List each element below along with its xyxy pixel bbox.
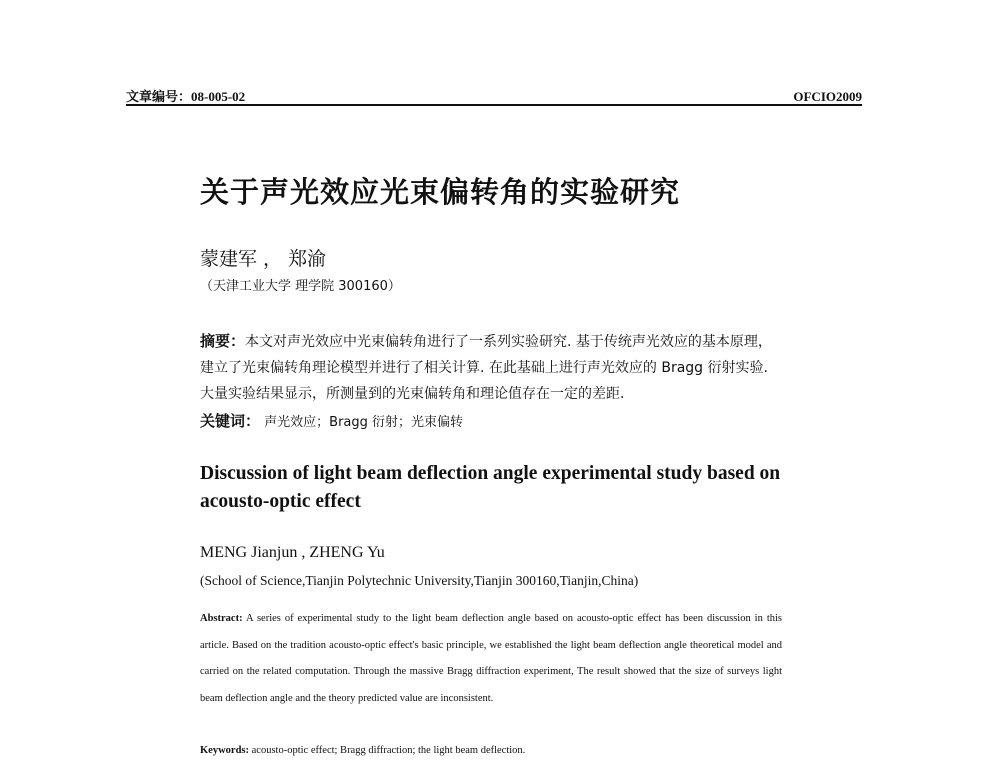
- chinese-keywords-label: 关键词：: [200, 412, 261, 430]
- english-keywords-label: Keywords:: [200, 745, 249, 756]
- english-keywords-text: acousto-optic effect; Bragg diffraction; the light beam deflection.: [249, 745, 526, 756]
- chinese-abstract: [200, 328, 778, 407]
- chinese-keywords: [200, 410, 778, 431]
- english-abstract-label: Abstract:: [200, 613, 243, 624]
- chinese-abstract-text: 本文对声光效应中光束偏转角进行了一系列实验研究. 基于传统声光效应的基本原理，建立了光束偏转角理论模型并进行了相关计算. 在此基础上进行声光效应的 Bragg 衍射实验. 大量实验结果显示，所测量到的光束偏转角和理论值存在一定的差距.: [200, 334, 772, 402]
- chinese-abstract-label: 摘要：: [200, 332, 246, 350]
- conference-code: OFCIO2009: [793, 89, 862, 104]
- page-header: [126, 86, 862, 105]
- header-divider: [126, 104, 862, 106]
- article-number-value: 08-005-02: [191, 89, 246, 104]
- chinese-affiliation: （天津工业大学 理学院 300160）: [200, 279, 401, 294]
- english-affiliation: (School of Science,Tianjin Polytechnic University,Tianjin 300160,Tianjin,China): [200, 573, 639, 588]
- english-authors: MENG Jianjun , ZHENG Yu: [200, 544, 385, 561]
- chinese-keywords-text: 声光效应；Bragg 衍射；光束偏转: [260, 415, 464, 430]
- chinese-title: 关于声光效应光束偏转角的实验研究: [200, 175, 681, 209]
- english-keywords: [200, 745, 525, 756]
- article-number: [126, 86, 245, 105]
- english-abstract: [200, 606, 782, 712]
- english-title: Discussion of light beam deflection angle experimental study based on acousto-optic effect: [200, 463, 781, 512]
- article-number-label: 文章编号：: [126, 89, 192, 104]
- chinese-authors: 蒙建军 ， 郑渝: [200, 248, 327, 270]
- english-abstract-text: A series of experimental study to the light beam deflection angle based on acousto-optic effect has been discussion in this article. Based on the tradition acousto-optic effect's basic principle, we established the light beam deflection angle theoretical model and carried on the related computation. Through the massive Bragg diffraction experiment, The result showed that the size of surveys light beam deflection angle and the theory predicted value are inconsistent.: [200, 613, 782, 704]
